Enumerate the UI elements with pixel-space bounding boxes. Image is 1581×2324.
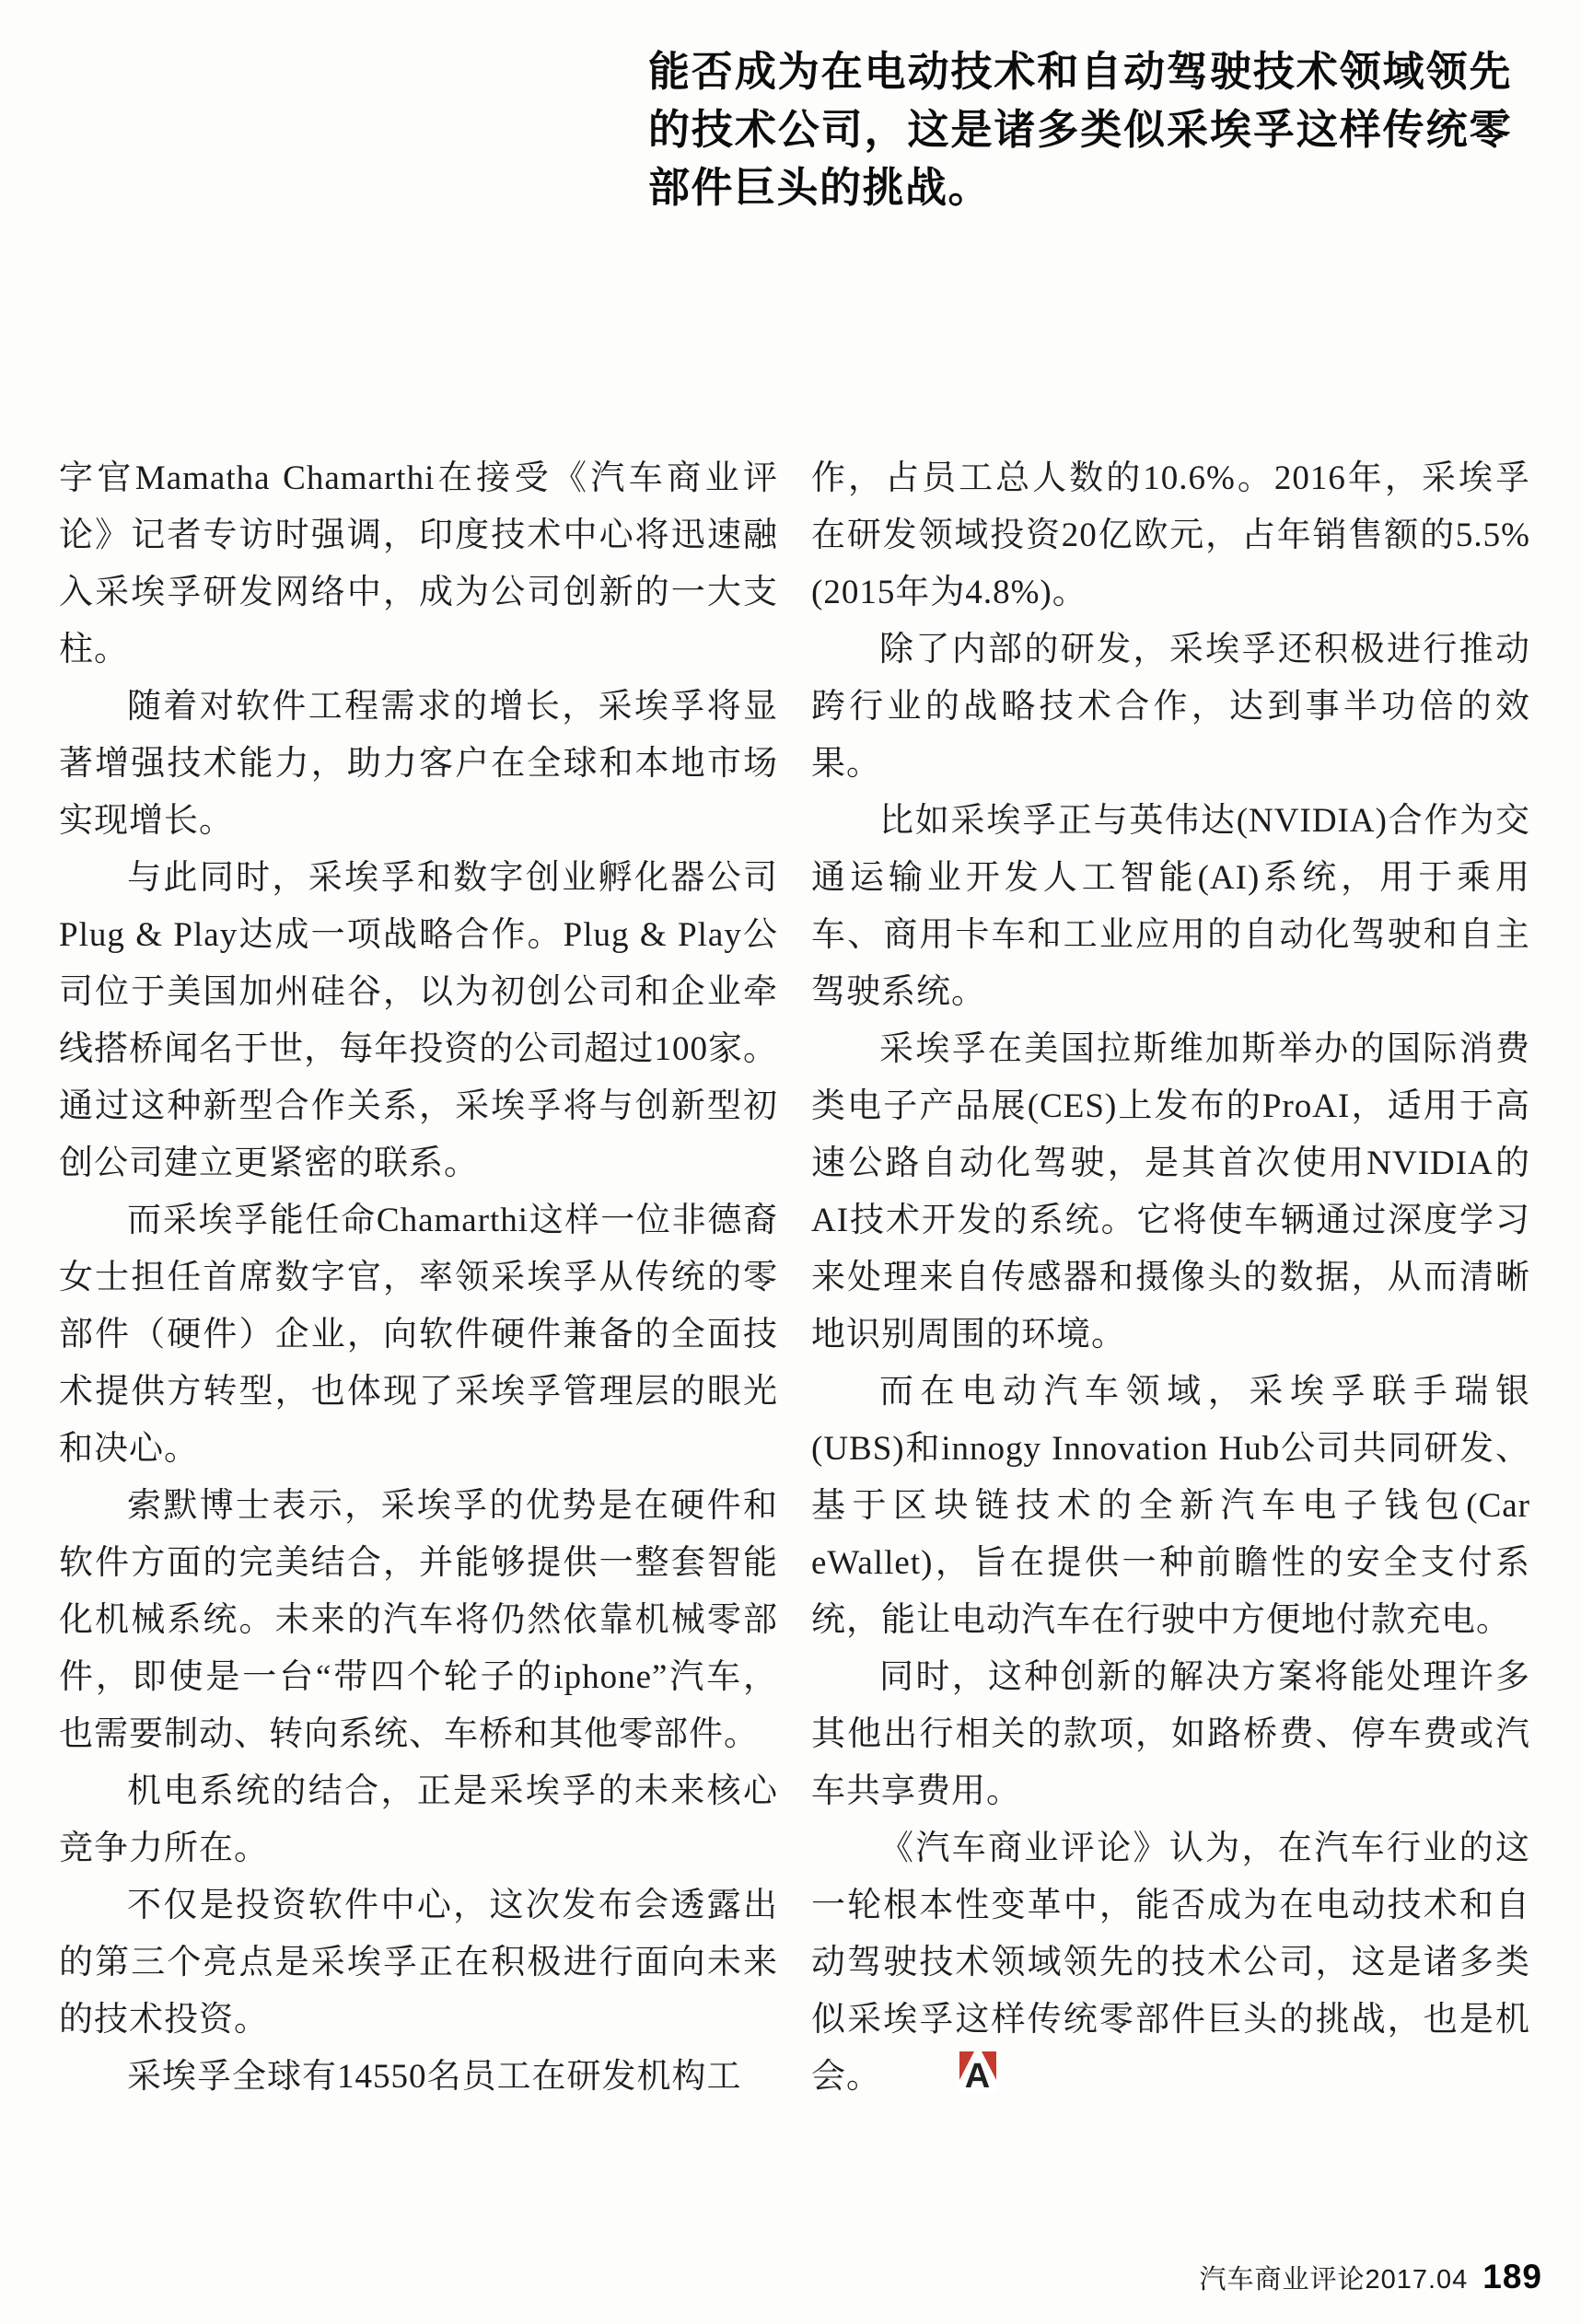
paragraph: 字官Mamatha Chamarthi在接受《汽车商业评论》记者专访时强调，印度技术中心将迅速融入采埃孚研发网络中，成为公司创新的一大支柱。 [59, 459, 778, 668]
left-column [59, 450, 778, 2106]
paragraph: 不仅是投资软件中心，这次发布会透露出的第三个亮点是采埃孚正在积极进行面向未来的技术投资。 [59, 1887, 778, 2039]
article-end-mark-icon [890, 2051, 997, 2093]
right-column [811, 450, 1530, 2106]
paragraph-text: 《汽车商业评论》认为，在汽车行业的这一轮根本性变革中，能否成为在电动技术和自动驾驶技术领域领先的技术公司，这是诸多类似采埃孚这样传统零部件巨头的挑战，也是机会。 [811, 1830, 1530, 2096]
paragraph: 比如采埃孚正与英伟达(NVIDIA)合作为交通运输业开发人工智能(AI)系统，用于乘用车、商用卡车和工业应用的自动化驾驶和自主驾驶系统。 [811, 802, 1530, 1011]
paragraph: 作，占员工总人数的10.6%。2016年，采埃孚在研发领域投资20亿欧元，占年销售额的5.5%(2015年为4.8%)。 [811, 459, 1530, 611]
paragraph: 而采埃孚能任命Chamarthi这样一位非德裔女士担任首席数字官，率领采埃孚从传统的零部件（硬件）企业，向软件硬件兼备的全面技术提供方转型，也体现了采埃孚管理层的眼光和决心。 [59, 1202, 778, 1468]
article-headline: 能否成为在电动技术和自动驾驶技术领域领先的技术公司，这是诸多类似采埃孚这样传统零部件巨头的挑战。 [648, 48, 1512, 211]
journal-issue: 汽车商业评论2017.04 [1199, 2265, 1469, 2295]
paragraph: 机电系统的结合，正是采埃孚的未来核心竞争力所在。 [59, 1772, 778, 1867]
paragraph: 而在电动汽车领域，采埃孚联手瑞银(UBS)和innogy Innovation Hub公司共同研发、基于区块链技术的全新汽车电子钱包(Car eWallet)，旨在提供一种前瞻性的安全支付系统，能让电动汽车在行驶中方便地付款充电。 [811, 1373, 1530, 1639]
paragraph: 同时，这种创新的解决方案将能处理许多其他出行相关的款项，如路桥费、停车费或汽车共享费用。 [811, 1658, 1530, 1810]
paragraph: 与此同时，采埃孚和数字创业孵化器公司Plug & Play达成一项战略合作。Plug & Play公司位于美国加州硅谷，以为初创公司和企业牵线搭桥闻名于世，每年投资的公司超过100家。通过这种新型合作关系，采埃孚将与创新型初创公司建立更紧密的联系。 [59, 859, 778, 1182]
svg-text:A: A [964, 2057, 992, 2093]
paragraph: 随着对软件工程需求的增长，采埃孚将显著增强技术能力，助力客户在全球和本地市场实现增长。 [59, 688, 778, 840]
paragraph: 采埃孚在美国拉斯维加斯举办的国际消费类电子产品展(CES)上发布的ProAI，适用于高速公路自动化驾驶，是其首次使用NVIDIA的AI技术开发的系统。它将使车辆通过深度学习来处理来自传感器和摄像头的数据，从而清晰地识别周围的环境。 [811, 1030, 1530, 1354]
page-number: 189 [1482, 2258, 1542, 2295]
page-footer [1199, 2258, 1542, 2296]
paragraph: 除了内部的研发，采埃孚还积极进行推动跨行业的战略技术合作，达到事半功倍的效果。 [811, 631, 1530, 783]
paragraph: 索默博士表示，采埃孚的优势是在硬件和软件方面的完美结合，并能够提供一整套智能化机械系统。未来的汽车将仍然依靠机械零部件，即使是一台“带四个轮子的iphone”汽车，也需要制动、转向系统、车桥和其他零部件。 [59, 1487, 778, 1753]
paragraph: 采埃孚全球有14550名员工在研发机构工 [127, 2058, 742, 2096]
article-body [59, 450, 1530, 2106]
paragraph [811, 1820, 1530, 2106]
